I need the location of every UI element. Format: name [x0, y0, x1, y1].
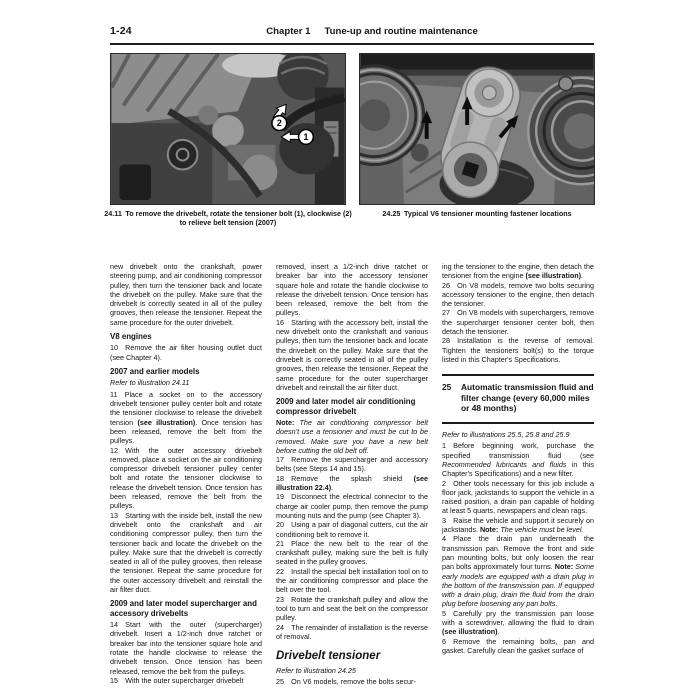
- chapter-title: Tune-up and routine maintenance: [324, 26, 478, 37]
- illustration-ref: [442, 430, 594, 439]
- text-segment: Some early models are equipped with a drain plug in the bottom of the transmission pan. If equipped with a drain plug, drain the fluid from the drain plug before loosening any pan bolts.: [442, 562, 594, 609]
- text-segment: 19 Disconnect the electrical connector to the charge air cooler pump, then remove the pump mounting nuts and the pump (see Chapter 3).: [276, 492, 428, 520]
- text-segment: 26 On V8 models, remove two bolts securing accessory tensioner to the engine, then detach the tensioner.: [442, 280, 594, 309]
- paragraph: [442, 516, 594, 535]
- paragraph: [276, 539, 428, 567]
- paragraph: [110, 511, 262, 595]
- text-segment: Refer to illustration 24.11: [110, 378, 190, 388]
- section-number: 25: [442, 382, 452, 393]
- text-segment: Refer to illustrations 25.5, 25.8 and 25.9: [442, 430, 570, 440]
- text-column-middle: [276, 262, 428, 687]
- text-segment: 15 With the outer supercharger drivebelt: [110, 675, 244, 685]
- text-segment: new drivebelt onto the crankshaft, power steering pump, and air conditioning compressor pulley, then turn the tensioner back and locate the drivebelt on the pulley. Make sure that the drivebelt is correctly seated in all of the pulley grooves, then release the tensioner. Repeat the same procedure for the outer drivebelt.: [110, 262, 262, 327]
- text-segment: The vehicle must be level.: [500, 525, 584, 535]
- paragraph: [110, 620, 262, 676]
- text-segment: 12 With the outer accessory drivebelt removed, place a socket on the air conditioning compressor drivebelt tensioner pulley center bolt and rotate the tensioner clockwise to release the drivebelt tension. Once tension has been released, remove the belt from the pulleys.: [110, 445, 262, 511]
- text-segment: 21 Place the new belt to the rear of the crankshaft pulley, making sure the belt is fully seated in the pulley grooves.: [276, 538, 428, 567]
- text-segment: . Once tension has been released, remove the belt from the pulleys.: [110, 417, 262, 446]
- text-segment: Note:: [554, 562, 576, 572]
- paragraph: [276, 474, 428, 493]
- reservoir-cap: [168, 140, 198, 170]
- paragraph: [442, 609, 594, 637]
- paragraph: [276, 492, 428, 520]
- text-segment: 13 Starting with the inside belt, install the new drivebelt onto the crankshaft and air conditioning compressor pulley, then turn the tensioner back and locate the drivebelt on the pulley. Make sure that the drivebelt is correctly seated in all of the pulley grooves, then release the tensioner. Repeat the same procedure for the outer accessory drivebelt and reinstall the air filter duct.: [110, 510, 262, 595]
- illustration-ref: [276, 666, 428, 675]
- text-segment: 5 Carefully pry the transmission pan loose with a screwdriver, allowing the fluid to drain: [442, 608, 594, 627]
- paragraph: [276, 623, 428, 642]
- figure-caption-24-11: 24.11 To remove the drivebelt, rotate the tensioner bolt (1), clockwise (2) to relieve belt tension (2007): [104, 209, 352, 228]
- text-segment: 22 Install the special belt installation tool on to the air conditioning compressor and place the belt over the tool.: [276, 566, 428, 595]
- figure-photo-engine-bay: [110, 53, 346, 205]
- text-segment: 16 Starting with the accessory belt, install the new drivebelt onto the crankshaft and various pulleys, then turn the tensioner back and locate the drivebelt on the pulley. Make sure that the drivebelt is correctly seated in all of the pulley grooves, then release the tensioner. Repeat the same procedure for the outer supercharger drivebelt and reinstall the air filter duct.: [276, 317, 428, 392]
- callout-1-label: 1: [303, 132, 309, 143]
- paragraph: [442, 262, 594, 281]
- text-column-left: [110, 262, 262, 687]
- text-columns: [110, 262, 594, 687]
- ignition-coil: [119, 165, 151, 201]
- paragraph: [110, 390, 262, 446]
- text-segment: 14 Start with the outer (supercharger) drivebelt. Insert a 1/2-inch drive ratchet or breaker bar into the tensioner square hole and rotate the handle clockwise to release the drivebelt tension. Once tension has been released, remove the belt from the pulleys.: [110, 620, 262, 676]
- text-segment: Refer to illustration 24.25: [276, 666, 356, 676]
- text-segment: 11 Place a socket on to the accessory drivebelt tensioner pulley center bolt and rotate the tensioner clockwise to release the drivebelt tension: [110, 389, 262, 427]
- paragraph: [110, 446, 262, 511]
- text-segment: removed, insert a 1/2-inch drive ratchet or breaker bar into the accessory tensioner square hole and rotate the handle clockwise to release the drivebelt tension. Once tension has been released, remove the belt from the pulleys.: [276, 262, 428, 318]
- paragraph: [442, 336, 594, 364]
- text-segment: 2009 and later model air conditioning compressor drivebelt: [276, 397, 416, 416]
- text-segment: Note:: [479, 525, 501, 535]
- paragraph: [276, 262, 428, 318]
- paragraph: [276, 677, 428, 686]
- text-segment: 6 Remove the remaining bolts, pan and gasket. Carefully clean the gasket surface of: [442, 636, 594, 655]
- text-segment: 10 Remove the air filter housing outlet duct (see Chapter 4).: [110, 343, 262, 362]
- section-title: [276, 650, 428, 663]
- text-segment: 2009 and later model supercharger and accessory drivebelts: [110, 599, 257, 618]
- text-segment: (see illustration): [137, 417, 196, 427]
- text-segment: (see illustration): [442, 627, 498, 637]
- figure-photo-tensioner: [359, 53, 595, 205]
- paragraph: [442, 308, 594, 336]
- text-segment: 24 The remainder of installation is the reverse of removal.: [276, 622, 428, 641]
- text-segment: .: [331, 483, 334, 493]
- text-segment: 2007 and earlier models: [110, 367, 200, 377]
- page-number: 1-24: [110, 25, 132, 37]
- paragraph: [442, 479, 594, 516]
- header-rule: [110, 43, 594, 45]
- paragraph: [110, 343, 262, 362]
- paragraph: [276, 318, 428, 392]
- paragraph: [276, 455, 428, 474]
- text-segment: Recommended lubricants and fluids: [442, 459, 567, 469]
- text-segment: .: [497, 627, 500, 637]
- text-segment: 4 Place the drain pan underneath the transmission pan. Remove the front and side pan mounting bolts, but only loosen the rear pan bolts approximately four turns.: [442, 534, 594, 572]
- paragraph: [276, 567, 428, 595]
- text-segment: ing the tensioner to the engine, then detach the tensioner from the engine: [442, 262, 594, 281]
- section-heading-box: [442, 374, 594, 424]
- text-segment: 27 On V8 models with superchargers, remove the supercharger tensioner center bolt, then detach the tensioner.: [442, 308, 594, 337]
- paragraph: [442, 534, 594, 608]
- engine-bay-photo: [111, 54, 345, 204]
- text-segment: 1 Before beginning work, purchase the specified transmission fluid (see: [442, 441, 594, 460]
- text-segment: V8 engines: [110, 332, 152, 342]
- text-segment: The air conditioning compressor belt doesn’t use a tensioner and must be cut to be removed. Make sure you have a new belt before cutting the old belt off.: [276, 417, 428, 455]
- text-segment: 17 Remove the supercharger and accessory belts (see Steps 14 and 15).: [276, 455, 428, 474]
- text-segment: Note:: [276, 417, 300, 427]
- text-segment: 23 Rotate the crankshaft pulley and allow the tool to turn and seat the belt on the compressor pulley.: [276, 594, 428, 623]
- text-segment: 18 Remove the splash shield: [276, 473, 414, 483]
- paragraph: [276, 418, 428, 455]
- callout-2-label: 2: [276, 118, 282, 129]
- chapter-header: [150, 26, 594, 37]
- paragraph: [110, 676, 262, 685]
- paragraph: [442, 281, 594, 309]
- text-segment: 28 Installation is the reverse of removal. Tighten the tensioners bolt(s) to the torque listed in this Chapter's Specifications.: [442, 336, 594, 364]
- text-segment: (see illustration 22.4): [276, 473, 428, 493]
- tensioner-photo: [360, 54, 594, 204]
- text-segment: 25 On V6 models, remove the bolts secur-: [276, 677, 416, 687]
- text-segment: 20 Using a pair of diagonal cutters, cut the air conditioning belt to remove it.: [276, 520, 428, 539]
- text-column-right: [442, 262, 594, 687]
- paragraph: [110, 262, 262, 327]
- paragraph: [276, 520, 428, 539]
- section-heading-text: Automatic transmission fluid and filter change (every 60,000 miles or 48 months): [461, 382, 594, 414]
- subheading: [110, 599, 262, 618]
- figure-caption-24-25: 24.25 Typical V6 tensioner mounting fastener locations: [382, 209, 572, 218]
- text-segment: in this Chapter's Specifications) and a new filter.: [442, 459, 594, 479]
- subheading: [110, 332, 262, 341]
- paragraph: [276, 595, 428, 623]
- text-segment: Drivebelt tensioner: [276, 650, 381, 663]
- text-segment: 3 Raise the vehicle and support it securely on jackstands.: [442, 515, 594, 535]
- paragraph: [442, 637, 594, 656]
- paragraph: [442, 441, 594, 478]
- chapter-label: Chapter 1: [266, 26, 311, 37]
- text-segment: 2 Other tools necessary for this job include a floor jack, jackstands to support the vehicle in a raised position, a drain pan capable of holding at least 5 quarts, newspapers and clean rags.: [442, 478, 594, 516]
- text-segment: (see illustration): [525, 271, 582, 281]
- text-segment: .: [581, 271, 584, 281]
- subheading: [110, 367, 262, 376]
- illustration-ref: [110, 378, 262, 387]
- subheading: [276, 397, 428, 416]
